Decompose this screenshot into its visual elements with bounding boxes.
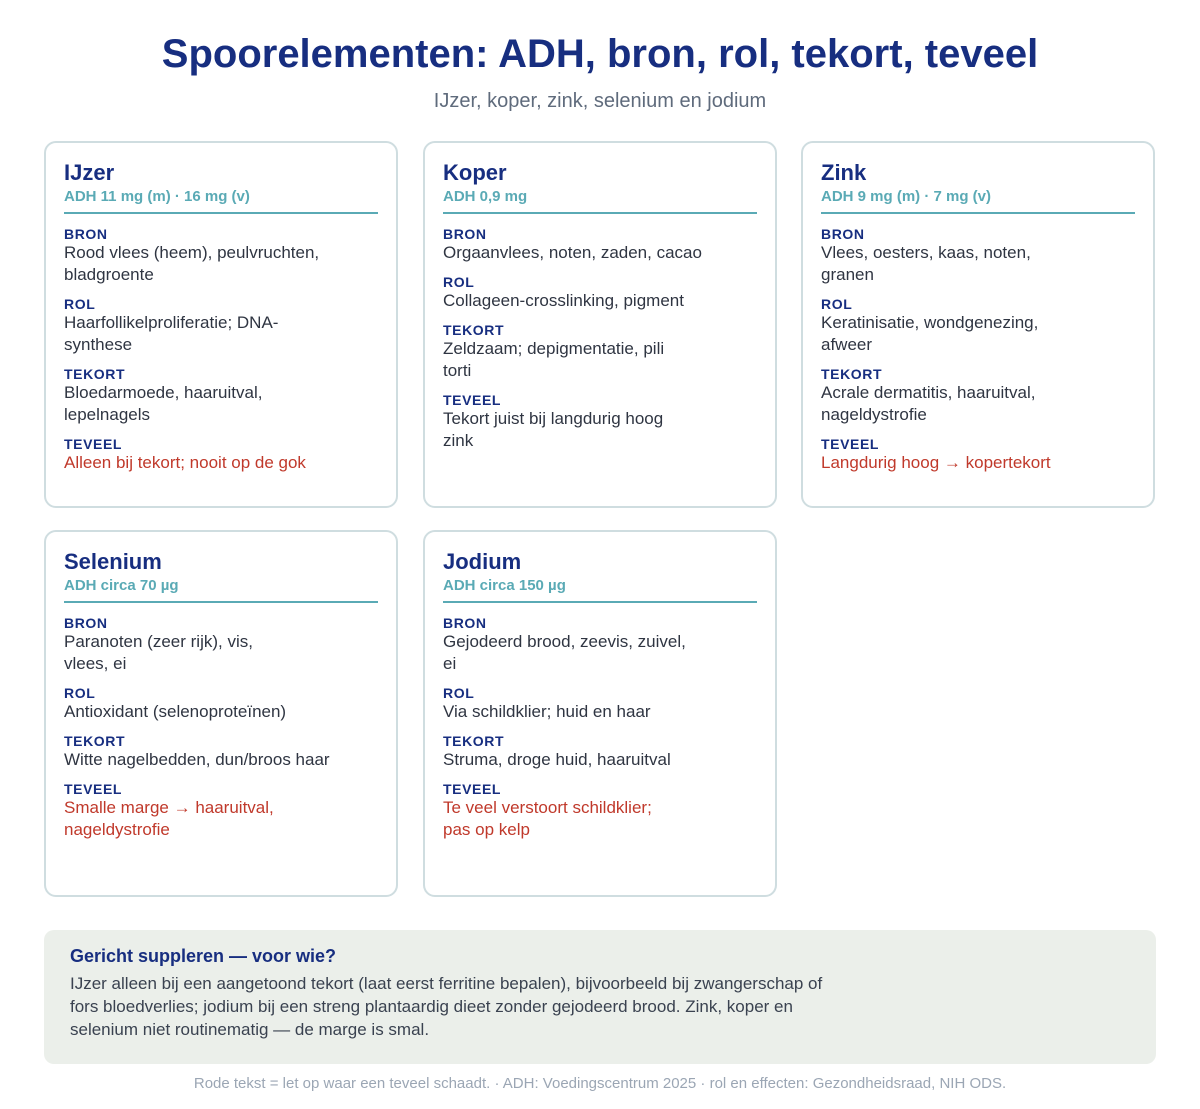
section-tekort	[64, 733, 378, 771]
section-tekort	[443, 733, 757, 771]
section-tekort	[821, 366, 1135, 426]
label-rol: ROL	[821, 296, 853, 312]
label-teveel: TEVEEL	[64, 781, 123, 797]
card-adh: ADH 0,9 mg	[443, 188, 757, 214]
section-teveel	[821, 436, 1135, 474]
text-tekort: Bloedarmoede, haaruitval, lepelnagels	[64, 383, 263, 424]
section-rol	[821, 296, 1135, 356]
section-bron	[443, 226, 757, 264]
section-rol	[443, 274, 757, 312]
label-rol: ROL	[443, 685, 475, 701]
label-bron: BRON	[64, 226, 108, 242]
section-tekort	[443, 322, 757, 382]
text-bron: Rood vlees (heem), peulvruchten, bladgroente	[64, 243, 320, 284]
label-rol: ROL	[443, 274, 475, 290]
note-text: IJzer alleen bij een aangetoond tekort (laat eerst ferritine bepalen), bijvoorbeeld bij zwangerschap of fors bloedverlies; jodium bij een streng plantaardig dieet zonder gejodeerd brood. Zink, koper en selenium niet routinematig — de marge is smal.	[70, 974, 823, 1039]
text-rol: Collageen-crosslinking, pigment	[443, 291, 684, 310]
text-bron: Orgaanvlees, noten, zaden, cacao	[443, 243, 702, 262]
card-koper	[423, 141, 777, 508]
label-teveel: TEVEEL	[443, 392, 502, 408]
label-tekort: TEKORT	[443, 322, 505, 338]
card-title: IJzer	[64, 160, 115, 185]
label-teveel: TEVEEL	[443, 781, 502, 797]
label-teveel: TEVEEL	[64, 436, 123, 452]
page-subtitle: IJzer, koper, zink, selenium en jodium	[433, 90, 767, 112]
text-teveel: Langdurig hoog → kopertekort	[821, 453, 1051, 472]
section-rol	[443, 685, 757, 723]
label-rol: ROL	[64, 685, 96, 701]
card-title: Zink	[821, 160, 867, 185]
label-bron: BRON	[443, 615, 487, 631]
card-adh: ADH 11 mg (m) · 16 mg (v)	[64, 188, 378, 214]
card-adh: ADH circa 70 µg	[64, 577, 378, 603]
label-rol: ROL	[64, 296, 96, 312]
section-teveel	[443, 781, 757, 841]
text-rol: Haarfollikelproliferatie; DNA-synthese	[64, 313, 279, 354]
page-title: Spoorelementen: ADH, bron, rol, tekort, teveel	[161, 32, 1039, 76]
card-adh: ADH 9 mg (m) · 7 mg (v)	[821, 188, 1135, 214]
text-bron: Paranoten (zeer rijk), vis, vlees, ei	[64, 632, 253, 673]
text-rol: Keratinisatie, wondgenezing, afweer	[821, 313, 1039, 354]
section-rol	[64, 685, 378, 723]
label-bron: BRON	[64, 615, 108, 631]
text-bron: Gejodeerd brood, zeevis, zuivel, ei	[443, 632, 686, 673]
text-teveel: Tekort juist bij langdurig hoog zink	[443, 409, 664, 450]
section-teveel	[64, 781, 378, 841]
supplement-note	[44, 930, 1156, 1064]
label-teveel: TEVEEL	[821, 436, 880, 452]
section-bron	[64, 226, 378, 286]
section-rol	[64, 296, 378, 356]
card-title: Koper	[443, 160, 507, 185]
card-ijzer	[44, 141, 398, 508]
label-tekort: TEKORT	[64, 733, 126, 749]
section-tekort	[64, 366, 378, 426]
label-tekort: TEKORT	[64, 366, 126, 382]
text-teveel: Te veel verstoort schildklier; pas op kelp	[443, 798, 652, 839]
note-title: Gericht suppleren — voor wie?	[70, 946, 337, 966]
section-bron	[821, 226, 1135, 286]
card-adh: ADH circa 150 µg	[443, 577, 757, 603]
text-rol: Via schildklier; huid en haar	[443, 702, 651, 721]
card-title: Selenium	[64, 549, 162, 574]
label-tekort: TEKORT	[443, 733, 505, 749]
text-tekort: Witte nagelbedden, dun/broos haar	[64, 750, 330, 769]
label-tekort: TEKORT	[821, 366, 883, 382]
text-teveel: Alleen bij tekort; nooit op de gok	[64, 453, 306, 472]
text-tekort: Acrale dermatitis, haaruitval, nageldystrofie	[821, 383, 1036, 424]
card-selenium	[44, 530, 398, 897]
label-bron: BRON	[821, 226, 865, 242]
section-bron	[64, 615, 378, 675]
card-zink	[801, 141, 1155, 508]
section-teveel	[64, 436, 378, 474]
text-tekort: Struma, droge huid, haaruitval	[443, 750, 671, 769]
section-bron	[443, 615, 757, 675]
label-bron: BRON	[443, 226, 487, 242]
text-rol: Antioxidant (selenoproteïnen)	[64, 702, 287, 721]
card-title: Jodium	[443, 549, 522, 574]
text-tekort: Zeldzaam; depigmentatie, pili torti	[443, 339, 665, 380]
section-teveel	[443, 392, 757, 452]
card-jodium	[423, 530, 777, 897]
text-bron: Vlees, oesters, kaas, noten, granen	[821, 243, 1031, 284]
text-teveel: Smalle marge → haaruitval, nageldystrofie	[64, 798, 274, 839]
footer-sources: Rode tekst = let op waar een teveel schaadt. · ADH: Voedingscentrum 2025 · rol en effecten: Gezondheidsraad, NIH ODS.	[193, 1075, 1007, 1092]
